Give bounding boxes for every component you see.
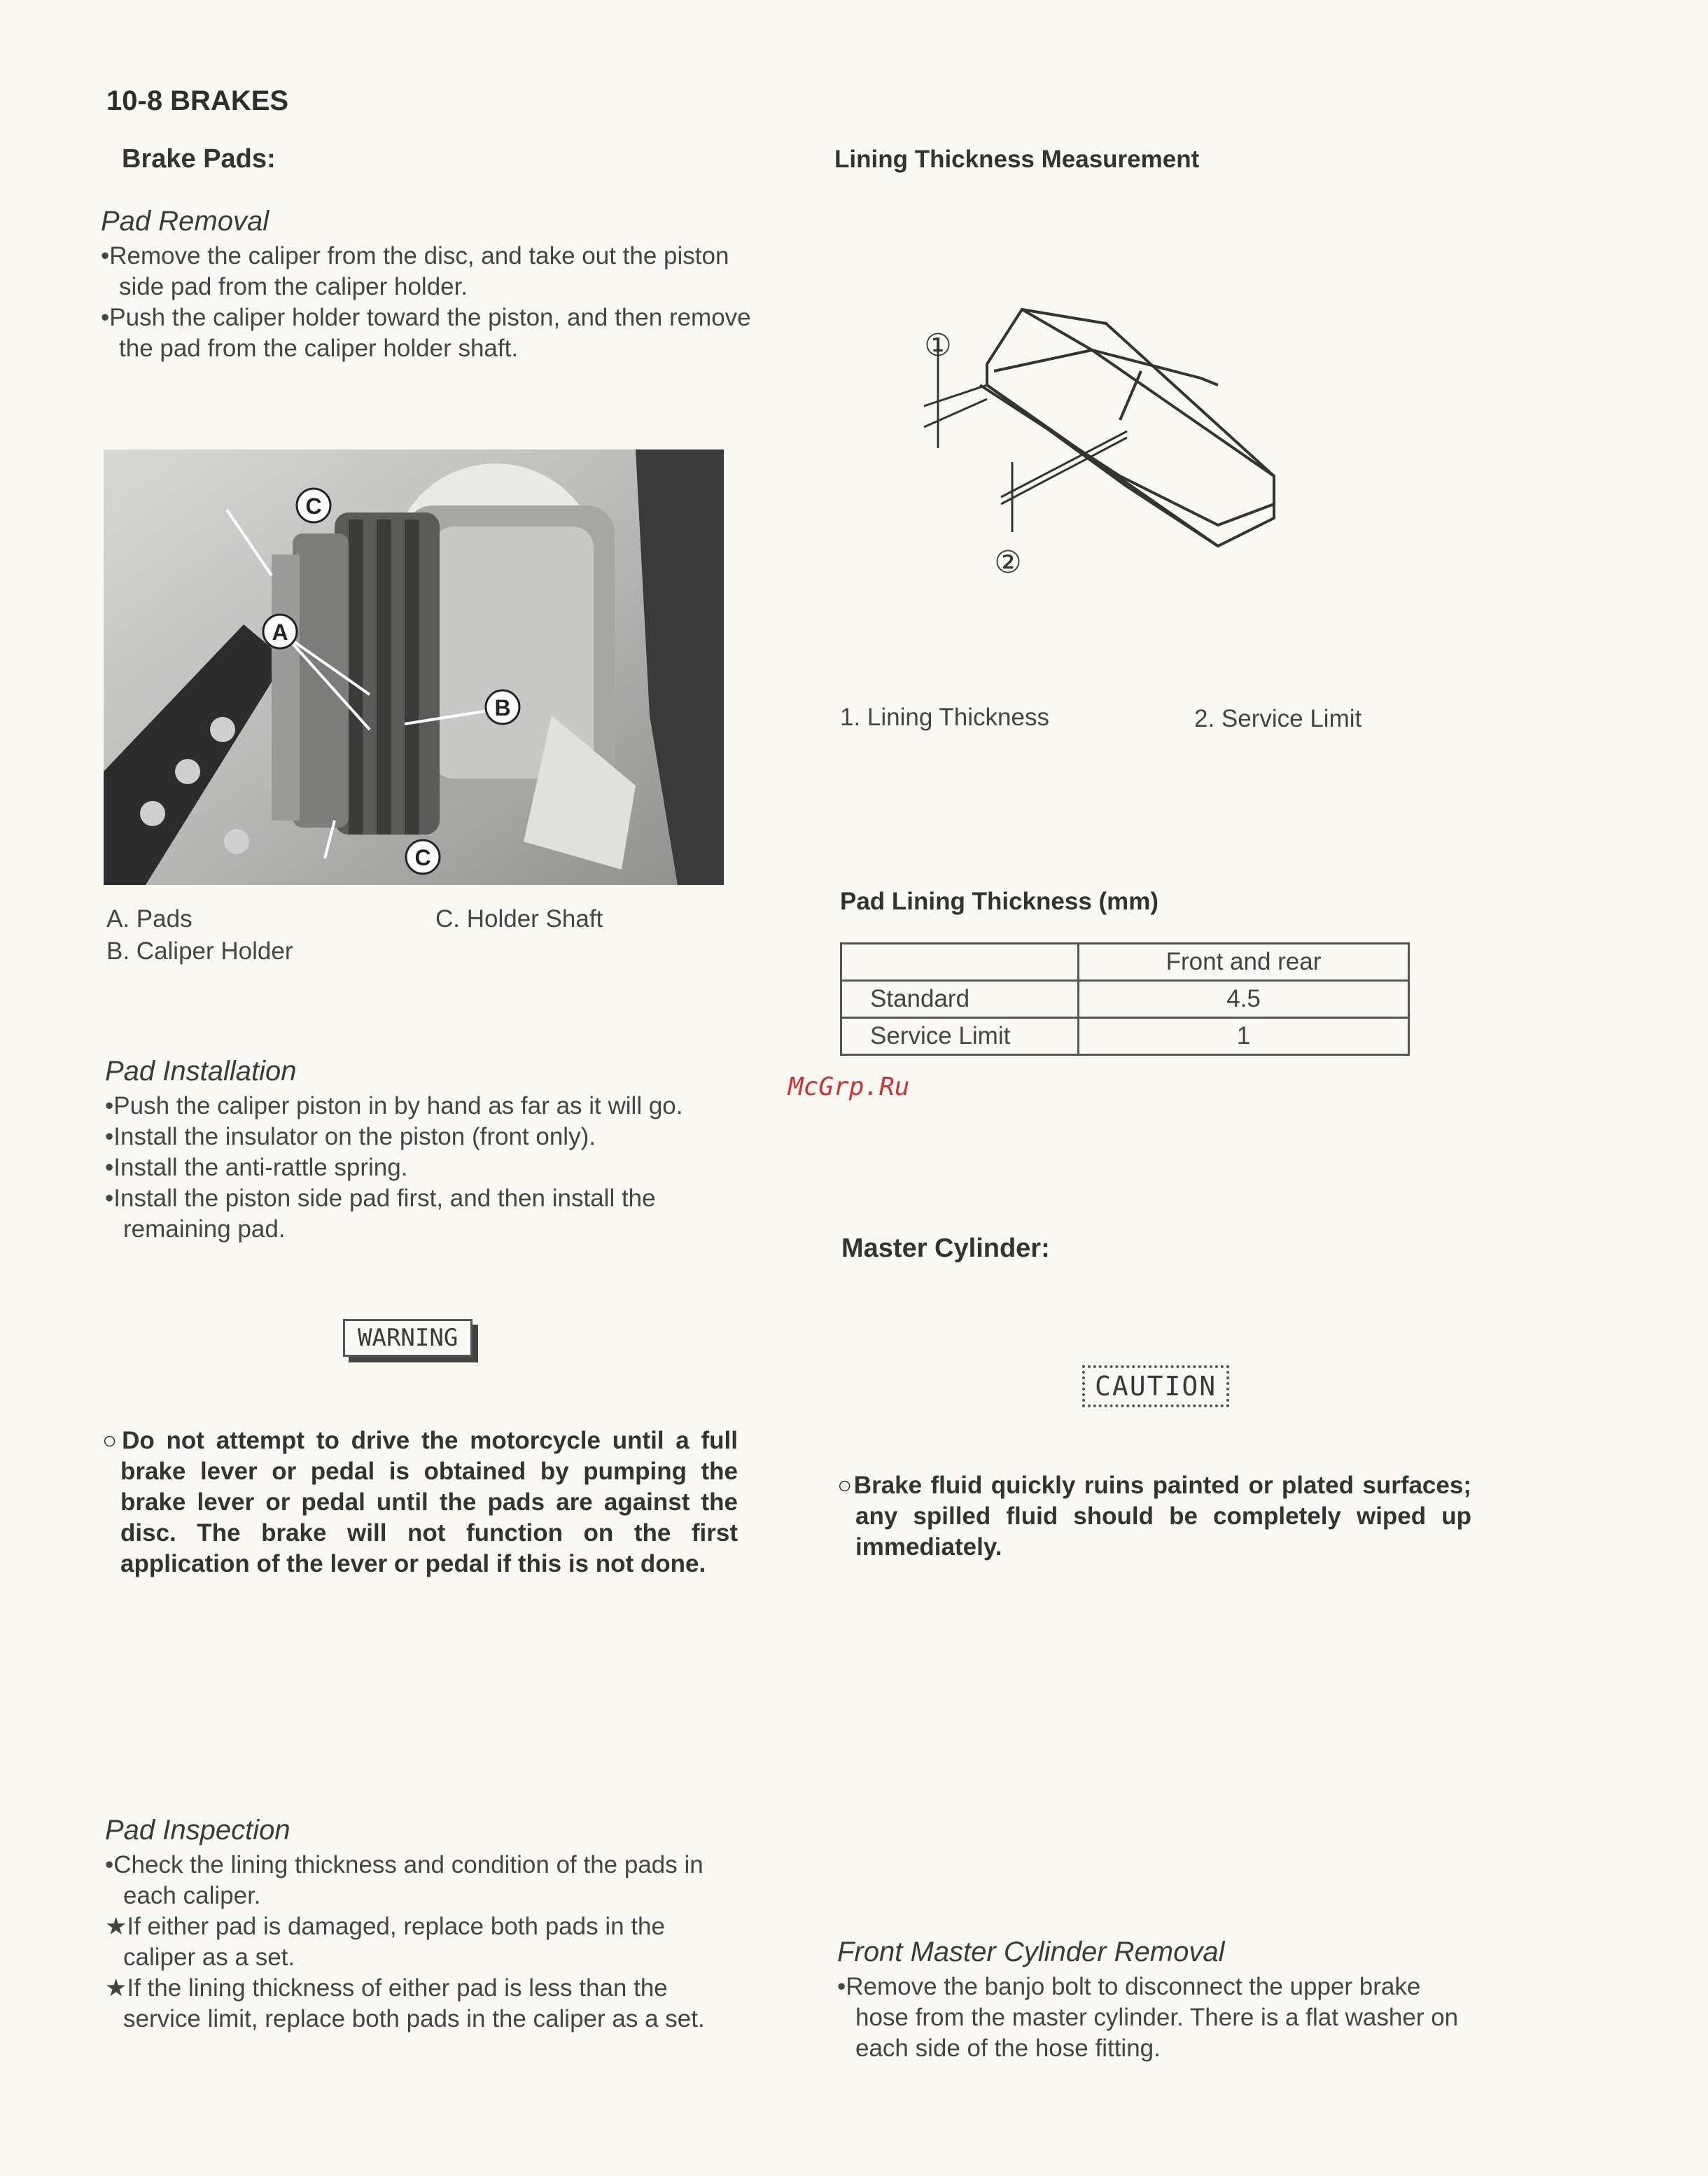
pad-removal-list <box>101 241 755 364</box>
pad-installation-bullet-2: •Install the insulator on the piston (front only). <box>105 1123 596 1150</box>
warning-text-block <box>102 1425 738 1579</box>
pad-inspection-title: Pad Inspection <box>105 1815 290 1846</box>
table-header-blank <box>841 944 1079 981</box>
front-mc-removal-list <box>837 1972 1474 2064</box>
photo-caption-b: B. Caliper Holder <box>106 937 293 965</box>
caliper-photo <box>104 449 724 885</box>
table-header-front-rear: Front and rear <box>1079 944 1409 981</box>
pad-installation-bullet-4: •Install the piston side pad first, and then install the remaining pad. <box>105 1185 656 1243</box>
caution-label: CAUTION <box>1082 1365 1229 1407</box>
front-mc-removal-title: Front Master Cylinder Removal <box>837 1937 1225 1967</box>
pad-removal-bullet-2: •Push the caliper holder toward the piston, and then remove the pad from the caliper holder shaft. <box>101 304 751 362</box>
callout-c-top <box>297 489 330 522</box>
pad-installation-bullet-3: •Install the anti-rattle spring. <box>105 1154 408 1181</box>
pad-inspection-bullet-2: ★If either pad is damaged, replace both pads in the caliper as a set. <box>105 1913 665 1971</box>
pad-installation-list <box>105 1091 748 1245</box>
diagram-label-2-text: ② <box>994 545 1022 580</box>
table-header-row <box>841 944 1409 981</box>
callout-c-bottom <box>406 840 440 874</box>
diagram-label-2 <box>994 545 1021 580</box>
pad-removal-title: Pad Removal <box>101 206 270 237</box>
master-cylinder-title: Master Cylinder: <box>841 1234 1050 1263</box>
table-row-service-limit-label: Service Limit <box>841 1018 1079 1055</box>
lining-diagram <box>910 294 1358 595</box>
diagram-caption-1: 1. Lining Thickness <box>840 704 1049 731</box>
warning-text: ○Do not attempt to drive the motorcycle until a full brake lever or pedal is obtained by pumping the brake lever or pedal until the pads are against the disc. The brake will not function on the first application of the lever or pedal if this is not done. <box>102 1427 738 1577</box>
table-row-standard-value: 4.5 <box>1079 981 1409 1018</box>
callout-a-label: A <box>272 620 288 645</box>
table-row <box>841 1018 1409 1055</box>
callout-a <box>263 615 297 648</box>
page-header: 10-8 BRAKES <box>106 85 289 116</box>
table-row <box>841 981 1409 1018</box>
lining-table <box>840 942 1410 1056</box>
diagram-caption-2: 2. Service Limit <box>1194 705 1362 732</box>
diagram-label-1 <box>924 328 951 363</box>
pad-installation-bullet-1: •Push the caliper piston in by hand as far as it will go. <box>105 1092 683 1120</box>
callout-b-label: B <box>494 695 511 720</box>
table-row-service-limit-value: 1 <box>1079 1018 1409 1055</box>
table-row-standard-label: Standard <box>841 981 1079 1018</box>
pad-inspection-bullet-1: •Check the lining thickness and condition of the pads in each caliper. <box>105 1851 704 1909</box>
diagram-label-1-text: ① <box>924 328 952 363</box>
table-title: Pad Lining Thickness (mm) <box>840 888 1159 915</box>
caution-text: ○Brake fluid quickly ruins painted or plated surfaces; any spilled fluid should be completely wiped up immediately. <box>837 1472 1471 1561</box>
pad-inspection-list <box>105 1850 738 2035</box>
photo-caption-c: C. Holder Shaft <box>435 905 603 933</box>
pad-inspection-bullet-3: ★If the lining thickness of either pad is less than the service limit, replace both pads in the caliper as a set. <box>105 1974 705 2032</box>
pad-installation-title: Pad Installation <box>105 1056 297 1087</box>
lining-thickness-title: Lining Thickness Measurement <box>834 146 1200 173</box>
callout-c-bottom-label: C <box>414 845 431 870</box>
caution-text-block <box>837 1470 1471 1563</box>
brake-pads-title: Brake Pads: <box>122 144 276 174</box>
pad-removal-bullet-1: •Remove the caliper from the disc, and take out the piston side pad from the caliper holder. <box>101 242 729 300</box>
front-mc-removal-bullet-1: •Remove the banjo bolt to disconnect the upper brake hose from the master cylinder. There is a flat washer on each side of the hose fitting. <box>837 1973 1459 2062</box>
photo-caption-a: A. Pads <box>106 905 192 933</box>
callout-b <box>486 690 519 724</box>
watermark: McGrp.Ru <box>788 1073 910 1101</box>
warning-label: WARNING <box>343 1319 472 1357</box>
callout-c-top-label: C <box>305 494 322 519</box>
